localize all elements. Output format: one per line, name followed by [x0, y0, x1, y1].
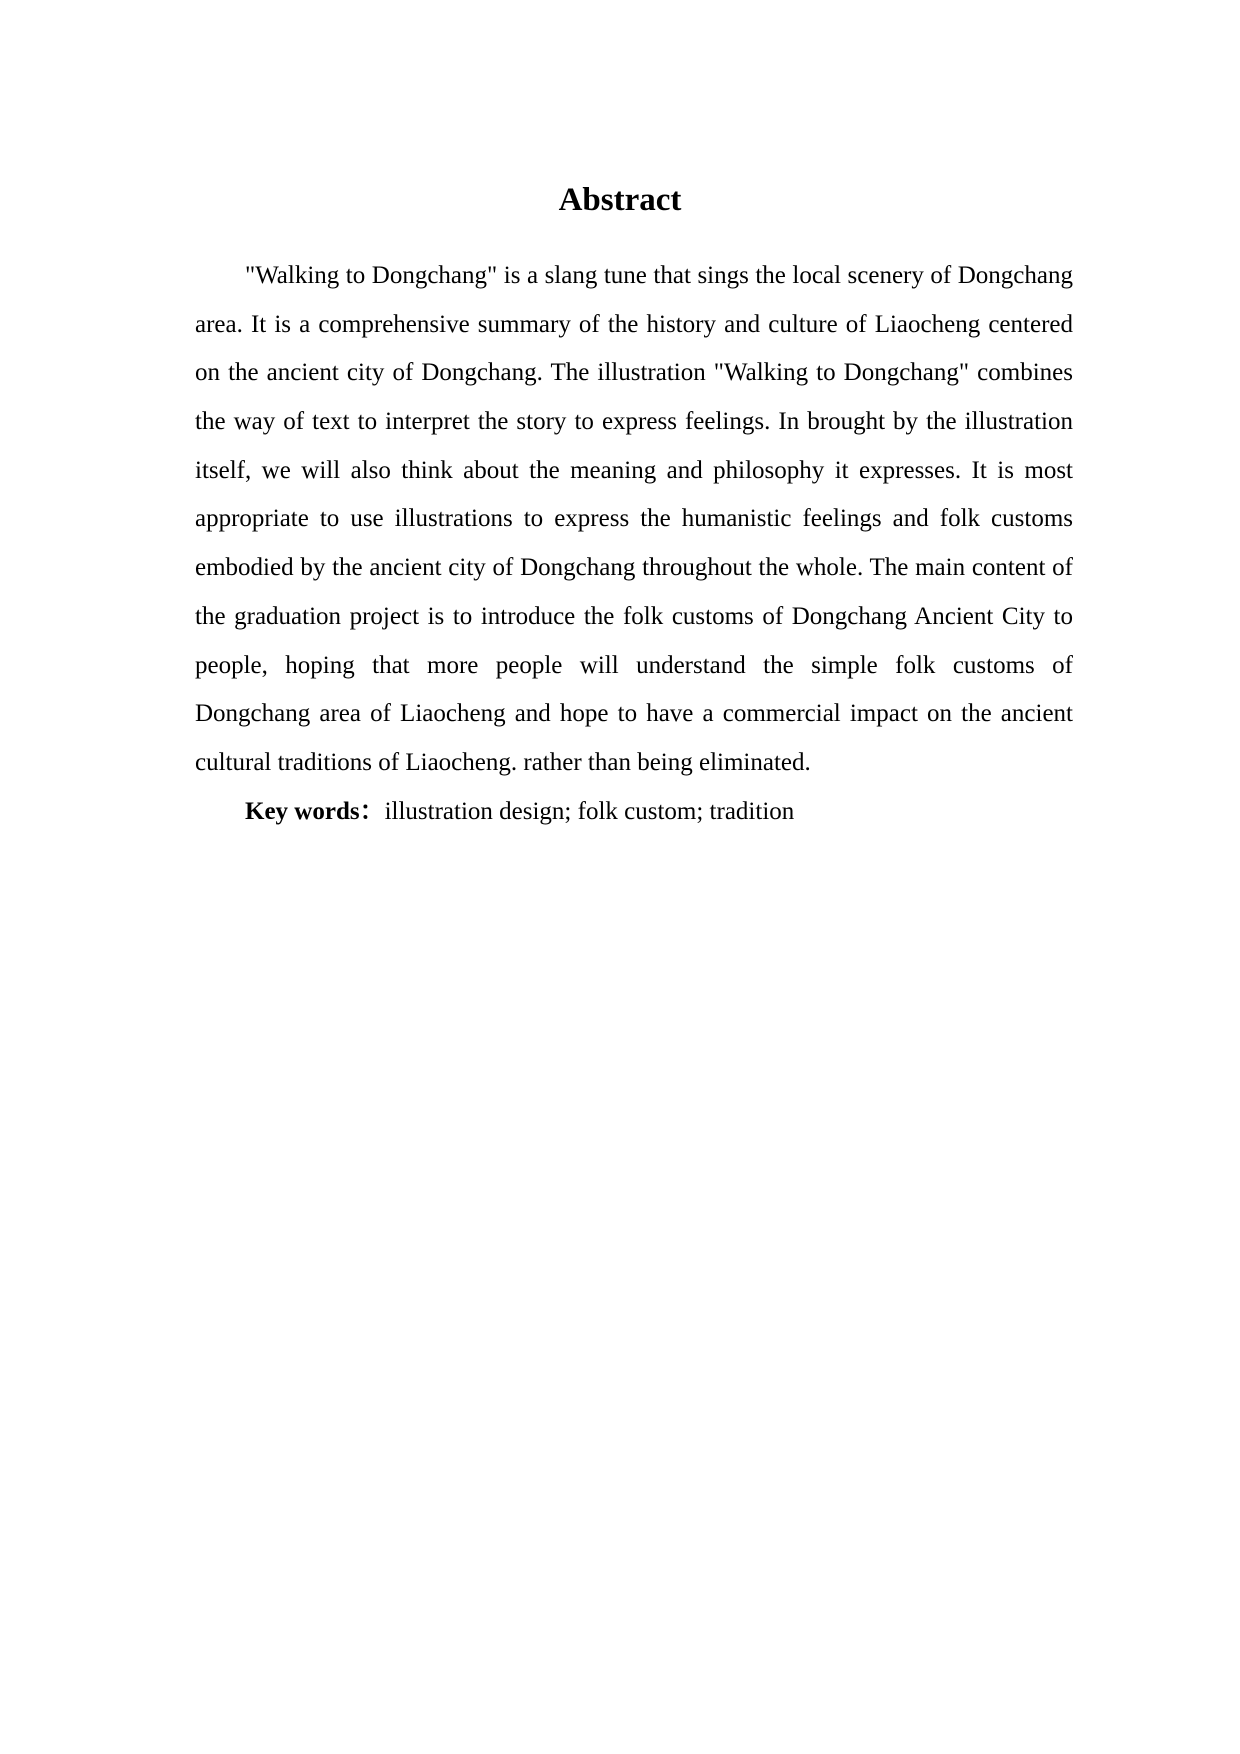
abstract-line: itself, we will also think about the meaning and philosophy it expresses. It is most: [195, 456, 1073, 484]
abstract-line: Dongchang area of Liaocheng and hope to have a commercial impact on the ancient: [195, 700, 1073, 728]
abstract-line: cultural traditions of Liaocheng. rather than being eliminated.: [195, 748, 811, 776]
abstract-line: people, hoping that more people will understand the simple folk customs of: [195, 651, 1073, 679]
abstract-line: appropriate to use illustrations to express the humanistic feelings and folk customs: [195, 505, 1073, 533]
page-title: Abstract: [558, 182, 682, 218]
abstract-line: the way of text to interpret the story to express feelings. In brought by the illustration: [195, 408, 1073, 436]
abstract-line: embodied by the ancient city of Dongchang throughout the whole. The main content of: [195, 554, 1073, 582]
keywords-label: Key words：: [245, 797, 385, 825]
abstract-line: the graduation project is to introduce the folk customs of Dongchang Ancient City to: [195, 602, 1073, 630]
abstract-body: [195, 252, 1073, 836]
abstract-line: on the ancient city of Dongchang. The illustration "Walking to Dongchang" combines: [195, 359, 1073, 387]
keywords: [195, 788, 1073, 837]
abstract-line: "Walking to Dongchang" is a slang tune that sings the local scenery of Dongchang: [245, 262, 1073, 289]
abstract-line: area. It is a comprehensive summary of the history and culture of Liaocheng centered: [195, 310, 1073, 338]
keywords-value: illustration design; folk custom; tradition: [384, 797, 795, 825]
